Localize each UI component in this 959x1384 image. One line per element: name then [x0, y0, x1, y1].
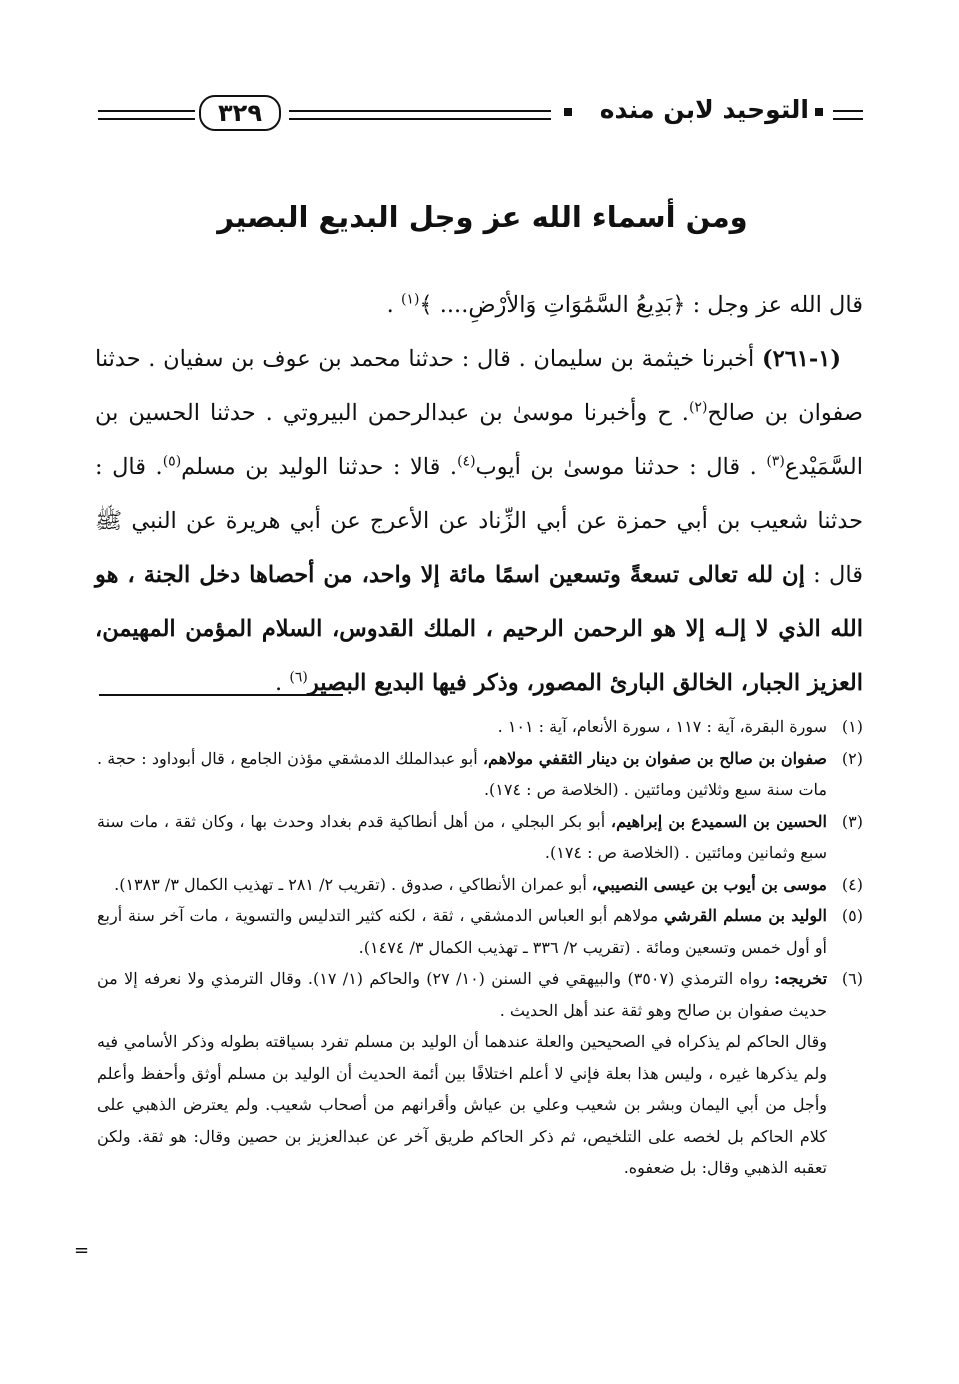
- quran-quote: [95, 278, 863, 332]
- footnote-bold: موسى بن أيوب بن عيسى النصيبي،: [591, 874, 827, 894]
- footnote-number: (٣): [841, 811, 863, 831]
- footnote-item: [97, 711, 863, 743]
- footnote-ref-2: (٢): [688, 399, 708, 416]
- hadith-text-2: . ح وأخبرنا موسىٰ بن عبدالرحمن البيروتي . حدثنا الحسين بن السَّمَيْدع: [95, 400, 863, 480]
- footnote-number: (٢): [841, 748, 863, 768]
- header-rule-right: [833, 110, 863, 120]
- footnote-item: [97, 963, 863, 1026]
- footnote-text: سورة البقرة، آية : ١١٧ ، سورة الأنعام، آية : ١٠١ .: [497, 717, 827, 736]
- footnote-text: أبو بكر البجلي ، من أهل أنطاكية قدم بغداد وحدث بها ، وكان ثقة ، مات سنة سبع وثمانين ومائتين . (الخلاصة ص : ١٧٤).: [97, 811, 827, 862]
- header-square-left: [564, 108, 572, 116]
- footnotes: [97, 711, 863, 1184]
- footnote-number: (٤): [841, 874, 863, 894]
- footnote-text: أبو عبدالملك الدمشقي مؤذن الجامع ، قال أبوداود : حجة . مات سنة سبع وثلاثين ومائتين . (الخلاصة ص : ١٧٤).: [97, 748, 827, 799]
- footnote-number: (٥): [841, 906, 863, 925]
- footnote-ref-5: (٥): [162, 453, 182, 470]
- footnote-bold: صفوان بن صالح بن صفوان بن دينار الثقفي مولاهم،: [482, 748, 828, 768]
- hadith-bold-text: إن لله تعالى تسعةً وتسعين اسمًا مائة إلا واحد، من أحصاها دخل الجنة ، هو الله الذي لا إلـه إلا هو الرحمن الرحيم ، الملك القدوس، السلام المؤمن المهيمن، العزيز الجبار، الخالق البارئ المصور، وذكر فيها البديع البصير: [95, 562, 863, 696]
- hadith-text-1: أخبرنا خيثمة بن سليمان . قال : حدثنا محمد بن عوف بن سفيان . حدثنا صفوان بن صالح: [95, 346, 863, 426]
- footnote-ref-3: (٣): [766, 453, 785, 470]
- header-square-right: [815, 108, 823, 116]
- main-text: [95, 278, 863, 710]
- footnote-item: [97, 806, 863, 869]
- footnote-ref-6: (٦): [289, 669, 308, 686]
- footnote-text: أبو عمران الأنطاكي ، صدوق . (تقريب ٢/ ٢٨١ ـ تهذيب الكمال ٣/ ١٣٨٣).: [114, 874, 592, 894]
- footnote-ref-4: (٤): [457, 453, 476, 470]
- chapter-title: ومن أسماء الله عز وجل البديع البصير: [217, 200, 748, 234]
- footnote-number: (٦): [841, 969, 863, 988]
- footnote-item: [97, 743, 863, 806]
- hadith-text-3: . قال : حدثنا موسىٰ بن أيوب: [475, 454, 767, 480]
- continuation-mark: =: [74, 1240, 90, 1261]
- footnote-ref-1: (١): [400, 291, 420, 308]
- header-rule-middle: [289, 110, 551, 120]
- hadith-text-5: . قال : حدثنا شعيب بن أبي حمزة عن أبي الزِّناد عن الأعرج عن أبي هريرة عن النبي ﷺ قال :: [95, 454, 864, 588]
- book-title: التوحيد لابن منده: [599, 95, 809, 124]
- footnote-text: رواه الترمذي (٣٥٠٧) والبيهقي في السنن (١٠/ ٢٧) والحاكم (١/ ١٧). وقال الترمذي ولا نعرفه إلا من حديث صفوان بن صالح وهو ثقة عند أهل الحديث .: [97, 969, 827, 1020]
- page-header: [98, 92, 863, 134]
- footnote-bold: الحسين بن السميدع بن إبراهيم،: [610, 811, 827, 831]
- hadith-end: .: [275, 670, 290, 696]
- hadith-number: (١-٢٦١): [761, 346, 841, 372]
- footnote-continuation: وقال الحاكم لم يذكراه في الصحيحين والعلة عندهما أن الوليد بن مسلم تفرد بسياقته بطوله وذكر الأسامي فيه ولم يذكرها غيره ، وليس هذا بعلة فإني لا أعلم اختلافًا بين أئمة الحديث أن الوليد بن مسلم أوثق وأحفظ وأعلم وأجل من أبي اليمان وبشر بن شعيب وعلي بن عياش وأقرانهم من أصحاب شعيب. ولم يعترض الذهبي على كلام الحاكم بل لخصه على التلخيص، ثم ذكر الحاكم طريق آخر عن عبدالعزيز بن حصين وقال: هو ثقة. ولكن تعقبه الذهبي وقال: بل ضعفوه.: [97, 1032, 828, 1177]
- quote-end: .: [386, 292, 401, 318]
- quote-intro: قال الله عز وجل :: [685, 292, 863, 318]
- hadith-text-4: . قالا : حدثنا الوليد بن مسلم: [181, 454, 458, 480]
- footnote-item: [97, 869, 863, 901]
- page-number: ٣٢٩: [199, 95, 281, 131]
- header-rule-left: [98, 110, 195, 120]
- footnote-separator: [99, 694, 343, 696]
- hadith-paragraph: [95, 332, 863, 710]
- footnote-number: (١): [841, 717, 863, 736]
- footnote-text: مولاهم أبو العباس الدمشقي ، ثقة ، لكنه كثير التدليس والتسوية ، مات آخر سنة أربع أو أول خمس وتسعين ومائة . (تقريب ٢/ ٣٣٦ ـ تهذيب الكمال ٣/ ١٤٧٤).: [97, 906, 827, 957]
- footnote-bold: تخريجه:: [774, 969, 828, 988]
- footnote-bold: الوليد بن مسلم القرشي: [664, 906, 827, 925]
- footnote-item: [97, 900, 863, 963]
- quote-verse: ﴿بَدِيعُ السَّمَٰوَاتِ وَالأرْضِ.... ﴾: [419, 292, 686, 318]
